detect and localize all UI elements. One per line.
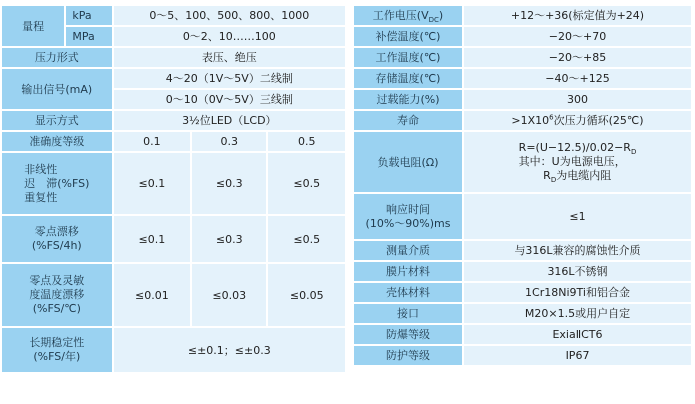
working-temp-value: −20～+85 xyxy=(464,48,691,67)
life-value-base: >1X10 xyxy=(511,114,550,127)
zero-drift-value: ≤0.3 xyxy=(192,216,266,262)
table-row xyxy=(2,48,345,67)
response-time-unit-line: (10%～90%)ms xyxy=(365,216,451,230)
zero-drift-label-line: 零点漂移 xyxy=(34,225,79,238)
table-row xyxy=(2,328,345,372)
storage-temp-value: −40～+125 xyxy=(464,69,691,88)
table-row xyxy=(354,111,691,130)
compensation-temp-value: −20～+70 xyxy=(464,27,691,46)
load-resistance-label: 负载电阻(Ω) xyxy=(354,132,462,192)
interface-value: M20×1.5或用户自定 xyxy=(464,304,691,323)
voltage-label-subscript: DC xyxy=(428,16,439,25)
table-row xyxy=(354,346,691,365)
temp-drift-label-line: 度温度漂移 xyxy=(29,288,85,301)
diaphragm-value: 316L不锈钢 xyxy=(464,262,691,281)
life-label: 寿命 xyxy=(354,111,462,130)
pressure-form-label: 压力形式 xyxy=(2,48,112,67)
table-row xyxy=(2,216,345,262)
load-note-line: 其中：U为电源电压， xyxy=(518,155,626,168)
zero-drift-unit-line: (%FS/4h) xyxy=(31,239,82,252)
life-value-text: 次压力循环(25℃) xyxy=(553,114,644,127)
accuracy-grade: 0.1 xyxy=(114,132,190,151)
overload-value: 300 xyxy=(464,90,691,109)
table-row xyxy=(2,69,345,88)
nonlinearity-value: ≤0.5 xyxy=(268,153,345,214)
table-row xyxy=(2,132,345,151)
working-temp-label: 工作温度(℃) xyxy=(354,48,462,67)
temp-drift-label xyxy=(2,264,112,326)
voltage-label-close: ) xyxy=(438,9,444,22)
working-voltage-label xyxy=(354,6,462,25)
table-row xyxy=(354,194,691,239)
table-row xyxy=(354,283,691,302)
output-signal-value-1: 4～20（1V～5V）二线制 xyxy=(114,69,345,88)
response-time-value: ≤1 xyxy=(464,194,691,239)
table-row xyxy=(354,69,691,88)
protection-label: 防护等级 xyxy=(354,346,462,365)
response-time-label-line: 响应时间 xyxy=(386,202,430,216)
table-row xyxy=(354,48,691,67)
nonlinearity-value: ≤0.1 xyxy=(114,153,190,214)
stability-unit-line: (%FS/年) xyxy=(33,350,81,363)
explosion-proof-value: ExiaⅡCT6 xyxy=(464,325,691,344)
stability-value: ≤±0.1；≤±0.3 xyxy=(114,328,345,372)
response-time-label xyxy=(354,194,462,239)
kpa-unit-label: kPa xyxy=(66,6,111,25)
nonlinearity-value: ≤0.3 xyxy=(192,153,266,214)
table-row xyxy=(2,153,345,214)
temp-drift-label-line: 零点及灵敏 xyxy=(29,274,85,287)
voltage-label-text: 工作电压(V xyxy=(372,9,429,22)
table-row xyxy=(2,6,345,25)
life-value xyxy=(464,111,691,130)
compensation-temp-label: 补偿温度(℃) xyxy=(354,27,462,46)
accuracy-label: 准确度等级 xyxy=(2,132,112,151)
table-row xyxy=(354,241,691,260)
table-row xyxy=(354,262,691,281)
table-row xyxy=(354,132,691,192)
medium-label: 测量介质 xyxy=(354,241,462,260)
stability-label-line: 长期稳定性 xyxy=(29,336,85,349)
medium-value: 与316L兼容的腐蚀性介质 xyxy=(464,241,691,260)
zero-drift-value: ≤0.5 xyxy=(268,216,345,262)
stability-label xyxy=(2,328,112,372)
life-value-exponent: 6 xyxy=(549,113,554,122)
load-formula-line: R=(U−12.5)/0.02−R xyxy=(518,141,631,154)
mpa-unit-label: MPa xyxy=(66,27,111,46)
repeatability-label-line: 重复性 xyxy=(24,190,58,204)
overload-label: 过载能力(%) xyxy=(354,90,462,109)
explosion-proof-label: 防爆等级 xyxy=(354,325,462,344)
left-spec-table xyxy=(0,4,347,374)
working-voltage-value: +12～+36(标定值为+24) xyxy=(464,6,691,25)
zero-drift-label xyxy=(2,216,112,262)
housing-value: 1Cr18Ni9Ti和铝合金 xyxy=(464,283,691,302)
storage-temp-label: 存储温度(℃) xyxy=(354,69,462,88)
temp-drift-value: ≤0.05 xyxy=(268,264,345,326)
temp-drift-value: ≤0.03 xyxy=(192,264,266,326)
table-row xyxy=(354,27,691,46)
pressure-form-value: 表压、绝压 xyxy=(114,48,345,67)
table-row xyxy=(354,90,691,109)
output-signal-label: 输出信号(mA) xyxy=(2,69,112,109)
load-note-text: 为电缆内阻 xyxy=(556,169,612,182)
housing-label: 壳体材料 xyxy=(354,283,462,302)
load-note-r: R xyxy=(543,169,551,182)
table-row xyxy=(354,325,691,344)
display-mode-label: 显示方式 xyxy=(2,111,112,130)
nonlinearity-label-line: 非线性 xyxy=(24,162,58,176)
interface-label: 接口 xyxy=(354,304,462,323)
right-spec-table xyxy=(352,4,693,367)
table-row xyxy=(2,111,345,130)
temp-drift-unit-line: (%FS/℃) xyxy=(32,302,81,315)
table-row xyxy=(2,264,345,326)
hysteresis-label-line: 迟 滞(%FS) xyxy=(24,176,90,190)
diaphragm-label: 膜片材料 xyxy=(354,262,462,281)
accuracy-grade: 0.5 xyxy=(268,132,345,151)
zero-drift-value: ≤0.1 xyxy=(114,216,190,262)
accuracy-grade: 0.3 xyxy=(192,132,266,151)
load-formula-subscript: D xyxy=(630,148,637,157)
table-row xyxy=(354,304,691,323)
table-row xyxy=(354,6,691,25)
load-resistance-value xyxy=(464,132,691,192)
output-signal-value-2: 0～10（0V～5V）三线制 xyxy=(114,90,345,109)
mpa-range-values: 0～2、10……100 xyxy=(114,27,345,46)
temp-drift-value: ≤0.01 xyxy=(114,264,190,326)
range-label: 量程 xyxy=(2,6,64,46)
protection-value: IP67 xyxy=(464,346,691,365)
nonlinearity-label xyxy=(2,153,112,214)
load-note-subscript: D xyxy=(550,176,557,185)
display-mode-value: 3½位LED（LCD） xyxy=(114,111,345,130)
kpa-range-values: 0～5、100、500、800、1000 xyxy=(114,6,345,25)
